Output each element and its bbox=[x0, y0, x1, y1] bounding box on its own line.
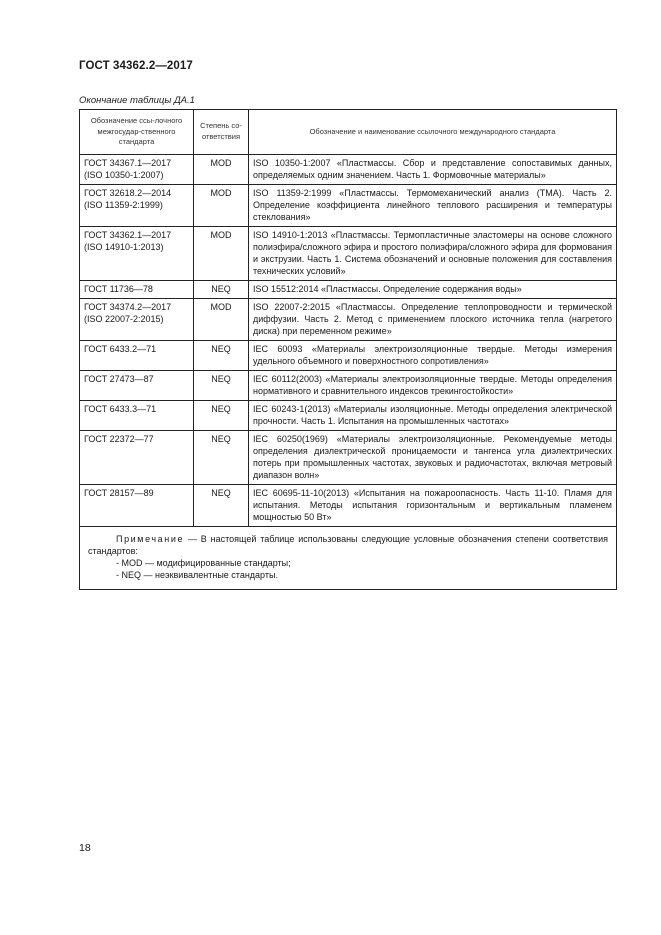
note-item-neq: - NEQ — неэквивалентные стандарты. bbox=[116, 569, 278, 580]
international-standard-cell: ISO 11359-2:1999 «Пластмассы. Термомеханический анализ (ТМА). Часть 2. Определение коэффициента линейного теплового расширения и температуры стеклования» bbox=[249, 184, 617, 226]
header-degree-of-conformity: Степень со-ответствия bbox=[194, 110, 249, 155]
table-row bbox=[80, 298, 617, 340]
table-row bbox=[80, 400, 617, 430]
table-row bbox=[80, 280, 617, 298]
note-cell bbox=[80, 526, 617, 589]
interstate-standard-cell: ГОСТ 34374.2—2017 (ISO 22007-2:2015) bbox=[80, 298, 194, 340]
table-row bbox=[80, 340, 617, 370]
note-row bbox=[80, 526, 617, 589]
page-number: 18 bbox=[79, 842, 91, 854]
interstate-standard-cell: ГОСТ 11736—78 bbox=[80, 280, 194, 298]
table-row bbox=[80, 370, 617, 400]
note-text: — В настоящей таблице использованы следующие условные обозначения степени соответствия стандартов: bbox=[88, 533, 608, 556]
interstate-standard-cell: ГОСТ 27473—87 bbox=[80, 370, 194, 400]
interstate-standard-cell: ГОСТ 34362.1—2017 (ISO 14910-1:2013) bbox=[80, 226, 194, 280]
note-title: Примечание bbox=[116, 533, 185, 544]
degree-cell: MOD bbox=[194, 184, 249, 226]
table-row bbox=[80, 184, 617, 226]
note-item-mod: - MOD — модифицированные стандарты; bbox=[116, 557, 291, 568]
degree-cell: MOD bbox=[194, 226, 249, 280]
degree-cell: NEQ bbox=[194, 340, 249, 370]
interstate-standard-cell: ГОСТ 28157—89 bbox=[80, 484, 194, 526]
degree-cell: MOD bbox=[194, 154, 249, 184]
interstate-standard-cell: ГОСТ 32618.2—2014 (ISO 11359-2:1999) bbox=[80, 184, 194, 226]
table-row bbox=[80, 154, 617, 184]
international-standard-cell: IEC 60112(2003) «Материалы электроизоляционные твердые. Методы определения нормативного и сравнительного индексов трекингостойкости» bbox=[249, 370, 617, 400]
table-header bbox=[80, 110, 617, 155]
table-body bbox=[80, 154, 617, 526]
international-standard-cell: IEC 60243-1(2013) «Материалы изоляционные. Методы определения электрической прочности. Часть 1. Испытания на промышленных частотах» bbox=[249, 400, 617, 430]
header-interstate-standard: Обозначение ссы-лочного межгосудар-ственного стандарта bbox=[80, 110, 194, 155]
interstate-standard-cell: ГОСТ 6433.3—71 bbox=[80, 400, 194, 430]
international-standard-cell: ISO 15512:2014 «Пластмассы. Определение содержания воды» bbox=[249, 280, 617, 298]
degree-cell: MOD bbox=[194, 298, 249, 340]
degree-cell: NEQ bbox=[194, 484, 249, 526]
international-standard-cell: ISO 22007-2:2015 «Пластмассы. Определение теплопроводности и термической диффузии. Часть 2. Метод с применением плоского источника тепла (нагретого диска) при переменном режиме» bbox=[249, 298, 617, 340]
table-caption: Окончание таблицы ДА.1 bbox=[79, 95, 195, 106]
international-standard-cell: IEC 60250(1969) «Материалы электроизоляционные. Рекомендуемые методы определения диэлектрической проницаемости и тангенса угла диэлектрических потерь при промышленных частотах, звуковых и радиочастотах, включая метровый диапазон волн» bbox=[249, 430, 617, 484]
standards-table bbox=[79, 109, 617, 590]
interstate-standard-cell: ГОСТ 6433.2—71 bbox=[80, 340, 194, 370]
degree-cell: NEQ bbox=[194, 430, 249, 484]
document-code: ГОСТ 34362.2—2017 bbox=[79, 60, 193, 72]
header-international-standard: Обозначение и наименование ссылочного международного стандарта bbox=[249, 110, 617, 155]
degree-cell: NEQ bbox=[194, 400, 249, 430]
degree-cell: NEQ bbox=[194, 370, 249, 400]
international-standard-cell: IEC 60093 «Материалы электроизоляционные твердые. Методы измерения удельного объемного и поверхностного сопротивления» bbox=[249, 340, 617, 370]
interstate-standard-cell: ГОСТ 22372—77 bbox=[80, 430, 194, 484]
international-standard-cell: ISO 10350-1:2007 «Пластмассы. Сбор и представление сопоставимых данных, определяемых одним значением. Часть 1. Формовочные материалы» bbox=[249, 154, 617, 184]
international-standard-cell: ISO 14910-1:2013 «Пластмассы. Термопластичные эластомеры на основе сложного полиэфира/сложного эфира и простого полиэфира/сложного эфира для формования и экструзии. Часть 1. Система обозначений и основные положения для составления технических условий» bbox=[249, 226, 617, 280]
table-row bbox=[80, 484, 617, 526]
note-lead bbox=[88, 533, 608, 557]
international-standard-cell: IEC 60695-11-10(2013) «Испытания на пожароопасность. Часть 11-10. Пламя для испытания. Методы испытания горизонтальным и вертикальным пламенем мощностью 50 Вт» bbox=[249, 484, 617, 526]
table-row bbox=[80, 226, 617, 280]
degree-cell: NEQ bbox=[194, 280, 249, 298]
interstate-standard-cell: ГОСТ 34367.1—2017 (ISO 10350-1:2007) bbox=[80, 154, 194, 184]
table-row bbox=[80, 430, 617, 484]
